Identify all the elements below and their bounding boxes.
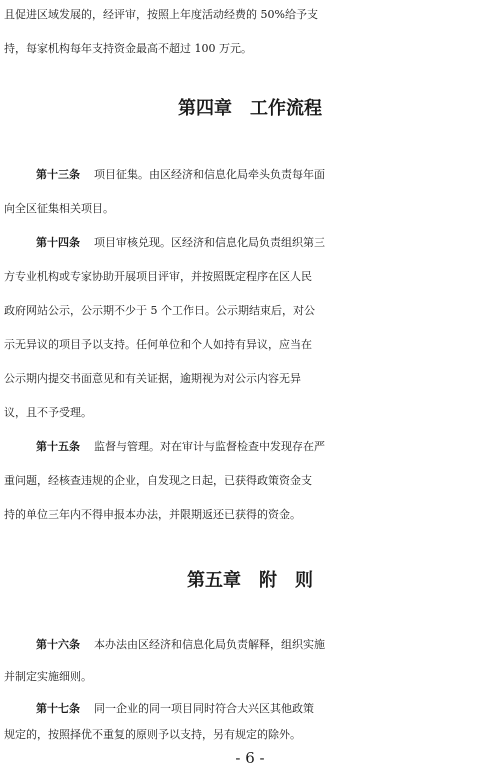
body-text-line: 持，每家机构每年支持资金最高不超过 100 万元。: [4, 42, 252, 55]
article-15-first-line: [0, 436, 500, 458]
body-text-line: 持的单位三年内不得申报本办法，并限期返还已获得的资金。: [4, 508, 301, 521]
body-text-line: 重问题，经核查违规的企业，自发现之日起，已获得政策资金支: [4, 474, 312, 487]
chapter-title: 工作流程: [250, 98, 322, 119]
body-text-line: 并制定实施细则。: [4, 670, 92, 683]
body-text-line: 议，且不予受理。: [4, 406, 92, 419]
body-text-line: 向全区征集相关项目。: [4, 202, 114, 215]
article-number: 第十三条: [36, 168, 80, 181]
chapter-heading: [0, 98, 500, 120]
chapter-heading: [0, 570, 500, 592]
chapter-title: 附 则: [259, 570, 313, 591]
article-number: 第十五条: [36, 440, 80, 453]
article-text: 项目征集。由区经济和信息化局牵头负责每年面: [94, 168, 325, 181]
article-text: 项目审核兑现。区经济和信息化局负责组织第三: [94, 236, 325, 249]
body-text-line: 公示期内提交书面意见和有关证据，逾期视为对公示内容无异: [4, 372, 301, 385]
body-text-line: 且促进区域发展的，经评审，按照上年度活动经费的 50%给予支: [4, 8, 318, 21]
body-text-line: 方专业机构或专家协助开展项目评审，并按照既定程序在区人民: [4, 270, 312, 283]
article-text: 同一企业的同一项目同时符合大兴区其他政策: [94, 702, 314, 715]
body-text-line: 政府网站公示，公示期不少于 5 个工作日。公示期结束后，对公: [4, 304, 315, 317]
article-13-first-line: [0, 164, 500, 186]
article-number: 第十四条: [36, 236, 80, 249]
article-17-first-line: [0, 698, 500, 720]
article-text: 本办法由区经济和信息化局负责解释，组织实施: [94, 638, 325, 651]
page-number: - 6 -: [235, 749, 265, 767]
article-16-first-line: [0, 634, 500, 656]
article-text: 监督与管理。对在审计与监督检查中发现存在严: [94, 440, 325, 453]
body-text-line: 示无异议的项目予以支持。任何单位和个人如持有异议，应当在: [4, 338, 312, 351]
article-number: 第十六条: [36, 638, 80, 651]
article-14-first-line: [0, 232, 500, 254]
body-text-line: 规定的，按照择优不重复的原则予以支持，另有规定的除外。: [4, 728, 301, 741]
article-number: 第十七条: [36, 702, 80, 715]
chapter-number: 第五章: [187, 570, 241, 591]
chapter-number: 第四章: [178, 98, 232, 119]
